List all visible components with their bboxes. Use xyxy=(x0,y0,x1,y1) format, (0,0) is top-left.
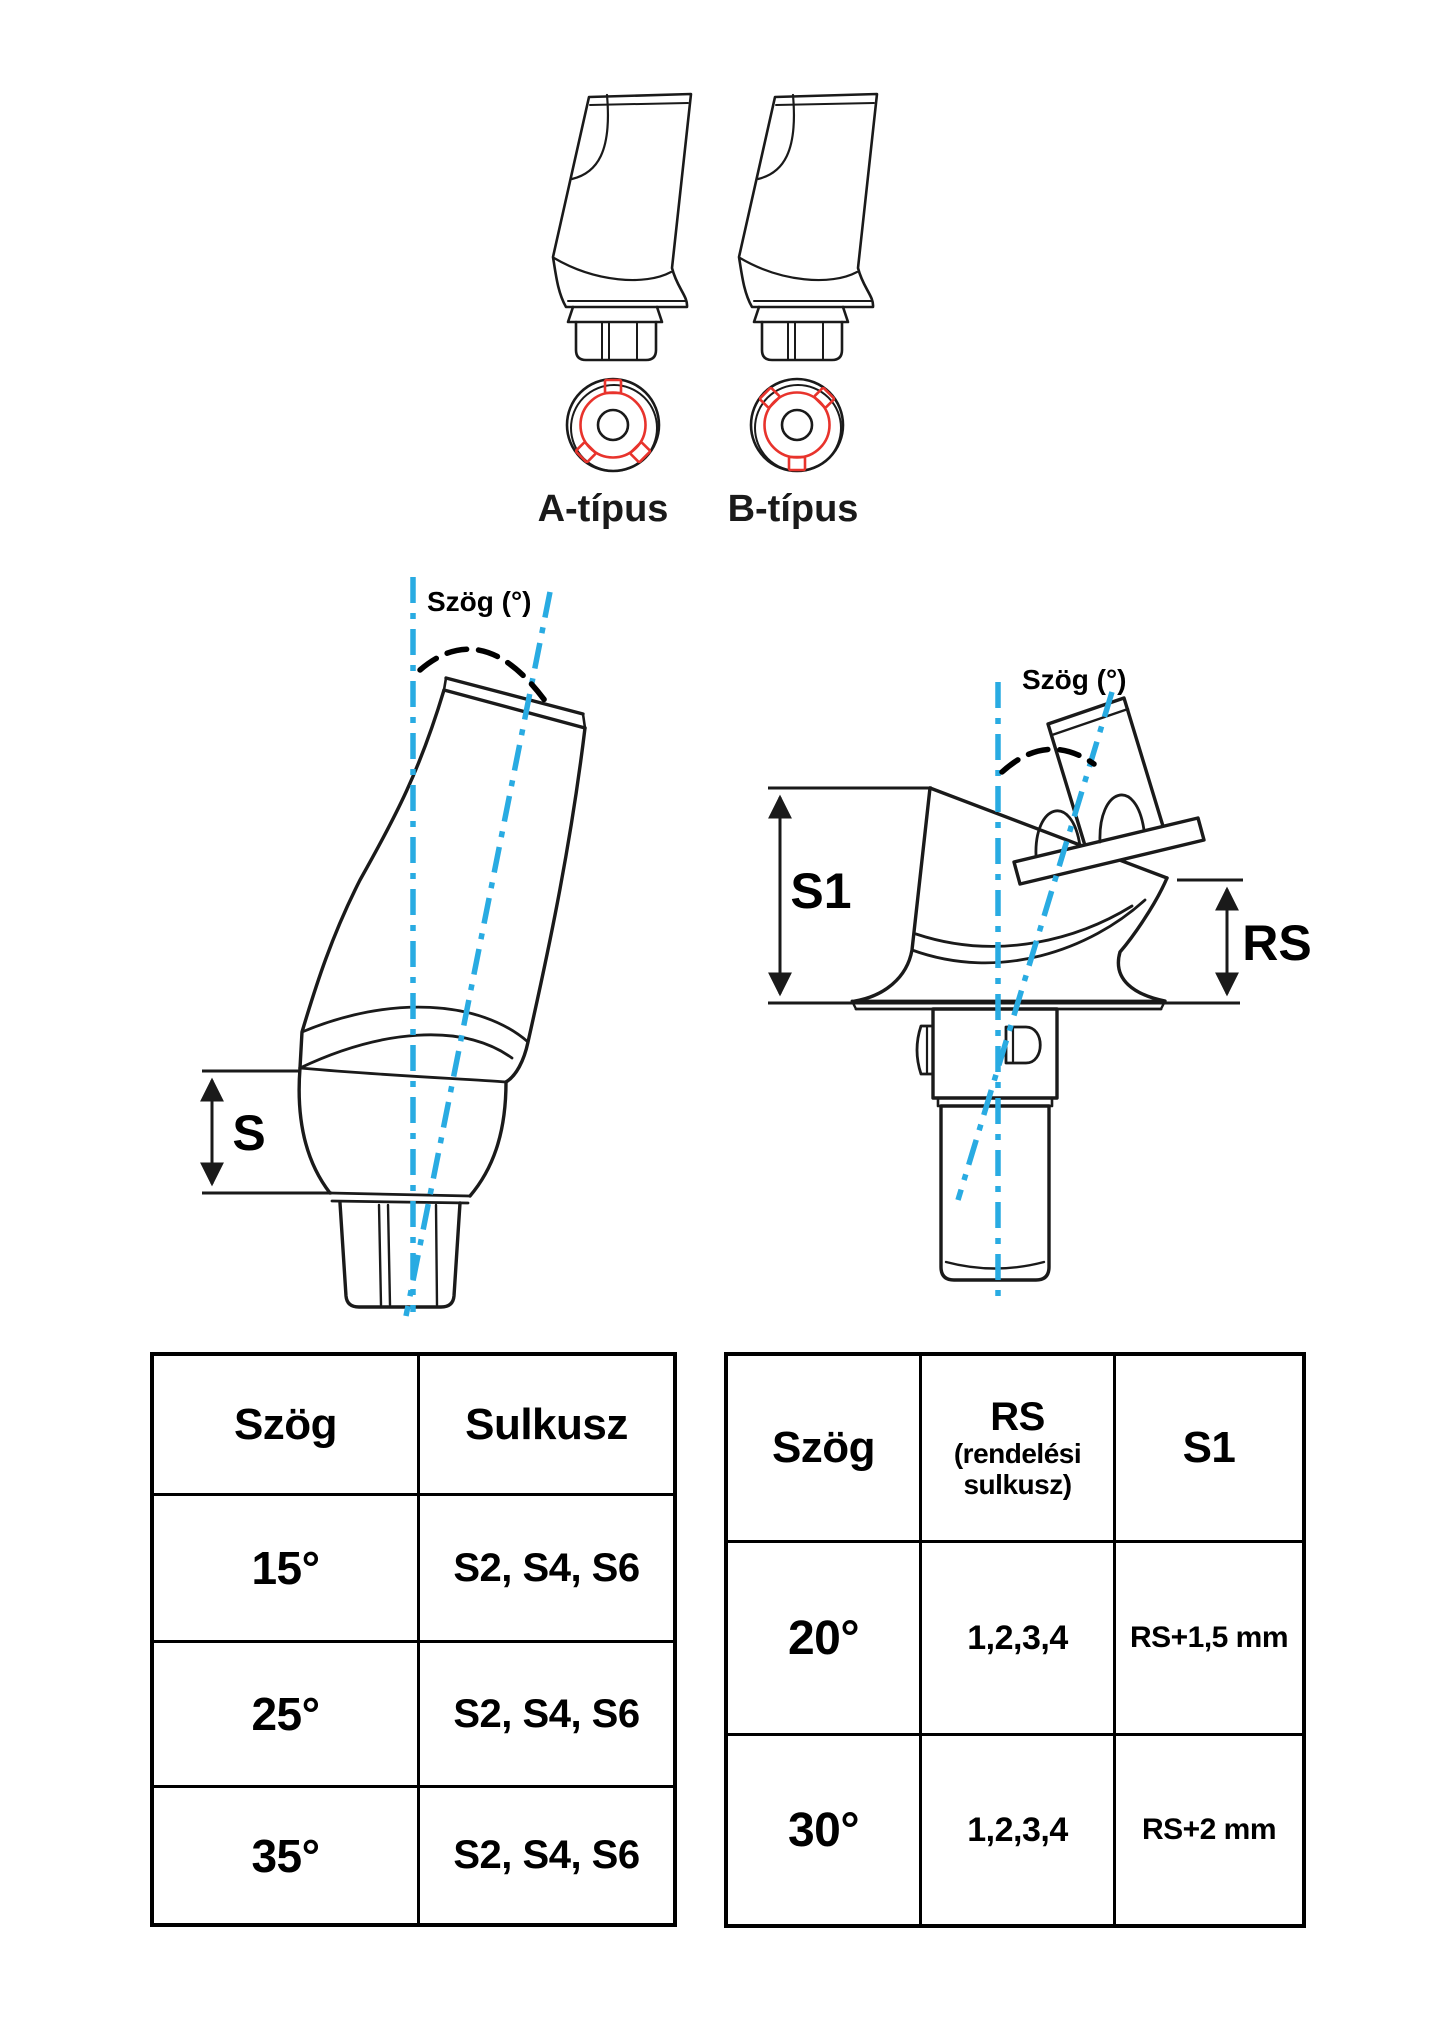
left-angle-label: Szög (°) xyxy=(427,586,532,617)
table-cell-sulkusz: S2, S4, S6 xyxy=(417,1640,673,1785)
abutment-side-view-b xyxy=(739,94,877,360)
dimension-s-label: S xyxy=(232,1105,266,1161)
rs-header-main: RS xyxy=(990,1395,1045,1439)
table-cell-s1: RS+2 mm xyxy=(1113,1733,1302,1924)
left-table-header-szog: Szög xyxy=(233,1399,338,1449)
right-table-header-s1: S1 xyxy=(1113,1356,1302,1540)
left-table-header-sulkusz: Sulkusz xyxy=(417,1356,673,1493)
dimension-s xyxy=(202,1071,332,1193)
abutment-side-view-a xyxy=(553,94,691,360)
table-cell-angle: 20° xyxy=(728,1540,919,1733)
table-cell-sulkusz: S2, S4, S6 xyxy=(417,1493,673,1640)
angle-rs-s1-table xyxy=(724,1352,1306,1928)
table-cell-angle: 30° xyxy=(728,1733,919,1924)
right-table-header-szog: Szög xyxy=(771,1423,876,1472)
rs-header-sub: (rendelési sulkusz) xyxy=(953,1438,1082,1500)
table-cell-rs: 1,2,3,4 xyxy=(919,1733,1113,1924)
right-angle-label: Szög (°) xyxy=(1022,664,1127,695)
table-cell-s1: RS+1,5 mm xyxy=(1113,1540,1302,1733)
table-cell-rs: 1,2,3,4 xyxy=(919,1540,1113,1733)
dimension-rs-label: RS xyxy=(1242,915,1312,971)
tri-lobe-tabs-b xyxy=(760,388,835,470)
dimension-s1-label: S1 xyxy=(790,863,852,919)
table-cell-sulkusz: S2, S4, S6 xyxy=(417,1785,673,1923)
right-table-header-rs xyxy=(919,1356,1113,1540)
left-diagram-abutment xyxy=(299,678,585,1307)
dimension-rs xyxy=(1177,880,1243,994)
angle-sulcus-table xyxy=(150,1352,677,1927)
right-diagram-abutment xyxy=(852,698,1204,1280)
table-cell-angle: 15° xyxy=(154,1493,417,1640)
table-cell-angle: 25° xyxy=(154,1640,417,1785)
abutment-bottom-view-a xyxy=(567,379,659,471)
abutment-bottom-view-b xyxy=(751,379,843,471)
table-cell-angle: 35° xyxy=(154,1785,417,1923)
type-b-label: B-típus xyxy=(727,488,859,530)
type-a-label: A-típus xyxy=(537,488,669,530)
